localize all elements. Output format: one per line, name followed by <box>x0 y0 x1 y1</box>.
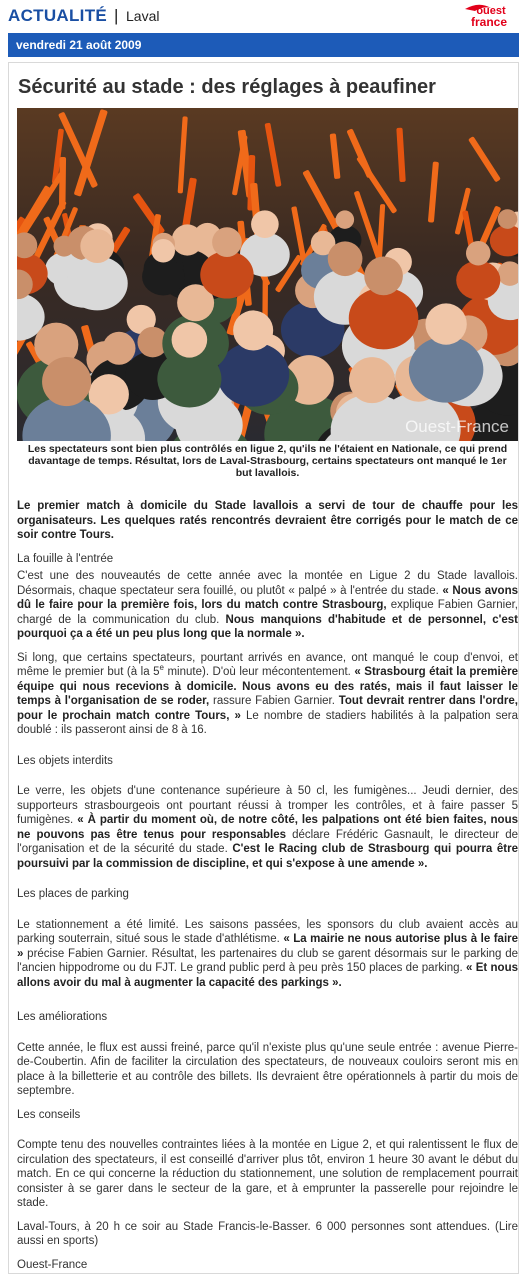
logo-word-ouest: ouest <box>476 5 506 17</box>
ouest-france-logo[interactable] <box>461 3 517 29</box>
photo-watermark: Ouest-France <box>405 417 509 436</box>
paragraph: Compte tenu des nouvelles contraintes liées à la montée en Ligue 2, et qui ralentissent le flux de circulation des spectateurs, il est conseillé d'arriver plus tôt, environ 1 heure 30 avant le début du match. En ce qui concerne la réduction du stationnement, une solution de remplacement pourrait consister à se garer dans le secteur de la gare, et à emprunter la passerelle pour rejoindre le stade. <box>17 1139 518 1209</box>
photo-caption: Les spectateurs sont bien plus contrôlés en ligue 2, qu'ils ne l'étaient en Nationale, ce qui prend davantage de temps. Résultat, lors de Laval-Strasbourg, certains spectateurs ont manqué le 1er but lavallois. <box>27 443 508 479</box>
date-bar <box>8 33 519 57</box>
article-body <box>17 499 518 1281</box>
paragraph: Laval-Tours, à 20 h ce soir au Stade Francis-le-Basser. 6 000 personnes sont attendues. (Lire aussi en sports) <box>17 1220 518 1247</box>
paragraph: Le stationnement a été limité. Les saisons passées, les sponsors du club avaient accès au parking souterrain, situé sous le stade d'athlétisme. « La mairie ne nous autorise plus à le faire » précise Fabien Garnier. Résultat, les partenaires du club se garent désormais sur le parking de l'ancien hippodrome ou du FJT. Le grand public perd à peu près 150 places de parking. « Et nous allons avoir du mal à augmenter la capacité des parkings ». <box>17 918 519 989</box>
subheading-objets: Les objets interdits <box>17 754 113 767</box>
header-bar <box>0 0 529 32</box>
header-separator: | <box>114 6 119 25</box>
paragraph: Le verre, les objets d'une contenance supérieure à 50 cl, les fumigènes... Jeudi dernier, des supporteurs strasbourgeois ont pourtant réussi à tromper les contrôles, et à faire passer 5 fumigènes. « À partir du moment où, de notre côté, les palpations ont été bien faites, nous ne pouvons pas être tenus pour responsables déclare Frédéric Gasnault, le directeur de l'organisation et de la sécurité du stade. C'est le Racing club de Strasbourg qui pourra être poursuivi par la commission de discipline, et qui s'expose à une amende ». <box>17 785 518 870</box>
paragraph: C'est une des nouveautés de cette année avec la montée en Ligue 2 du Stade lavallois. Désormais, chaque spectateur sera fouillé, ou plutôt « palpé » à l'entrée du stade. « Nous avons dû le faire pour la première fois, lors du match contre Strasbourg, explique Fabien Garnier, chargé de la communication du club. Nous manquions d'habitude et de personnel, c'est pourquoi ça a été un peu plus long que la normale ». <box>17 570 519 640</box>
subheading-parking: Les places de parking <box>17 888 129 900</box>
article-lead: Le premier match à domicile du Stade lavallois a servi de tour de chauffe pour les organisateurs. Les quelques ratés rencontrés devraient être corrigés pour le match de ce soir contre Tours. <box>17 500 518 541</box>
paragraph: Si long, que certains spectateurs, pourtant arrivés en avance, ont manqué le coup d'envoi, et même le premier but (à la 5e minute). D'où leur mécontentement. « Strasbourg était la première équipe qui nous recevions à domicile. Nous avons eu des ratés, mais il faut laisser le temps à l'organisation de se roder, rassure Fabien Garnier. Tout devrait rentrer dans l'ordre, pour le prochain match contre Tours, » Le nombre de stadiers habilités à la palpation sera doublé : ils passeront ainsi de 8 à 16. <box>17 651 519 736</box>
subheading-conseils: Les conseils <box>17 1108 81 1121</box>
logo-word-france: france <box>470 15 508 29</box>
article-title: Sécurité au stade : des réglages à peaufiner <box>18 76 436 98</box>
paragraph: Cette année, le flux est aussi freiné, parce qu'il n'existe plus qu'une seule entrée : avenue Pierre-de-Coubertin. Afin de faciliter la circulation des spectateurs, de nouveaux couloirs seront mis en place à la billetterie et au contrôle des billets. Ils devraient être opérationnels à partir du mois de septembre. <box>17 1041 518 1097</box>
city-label[interactable]: Laval <box>126 8 160 24</box>
section-title[interactable]: ACTUALITÉ <box>8 6 108 25</box>
stadium-crowd-photo <box>17 108 518 441</box>
article-signature: Ouest-France <box>17 1258 88 1271</box>
subheading-fouille: La fouille à l'entrée <box>17 552 114 565</box>
subheading-ameliorations: Les améliorations <box>17 1011 108 1023</box>
publication-date: vendredi 21 août 2009 <box>16 38 142 52</box>
